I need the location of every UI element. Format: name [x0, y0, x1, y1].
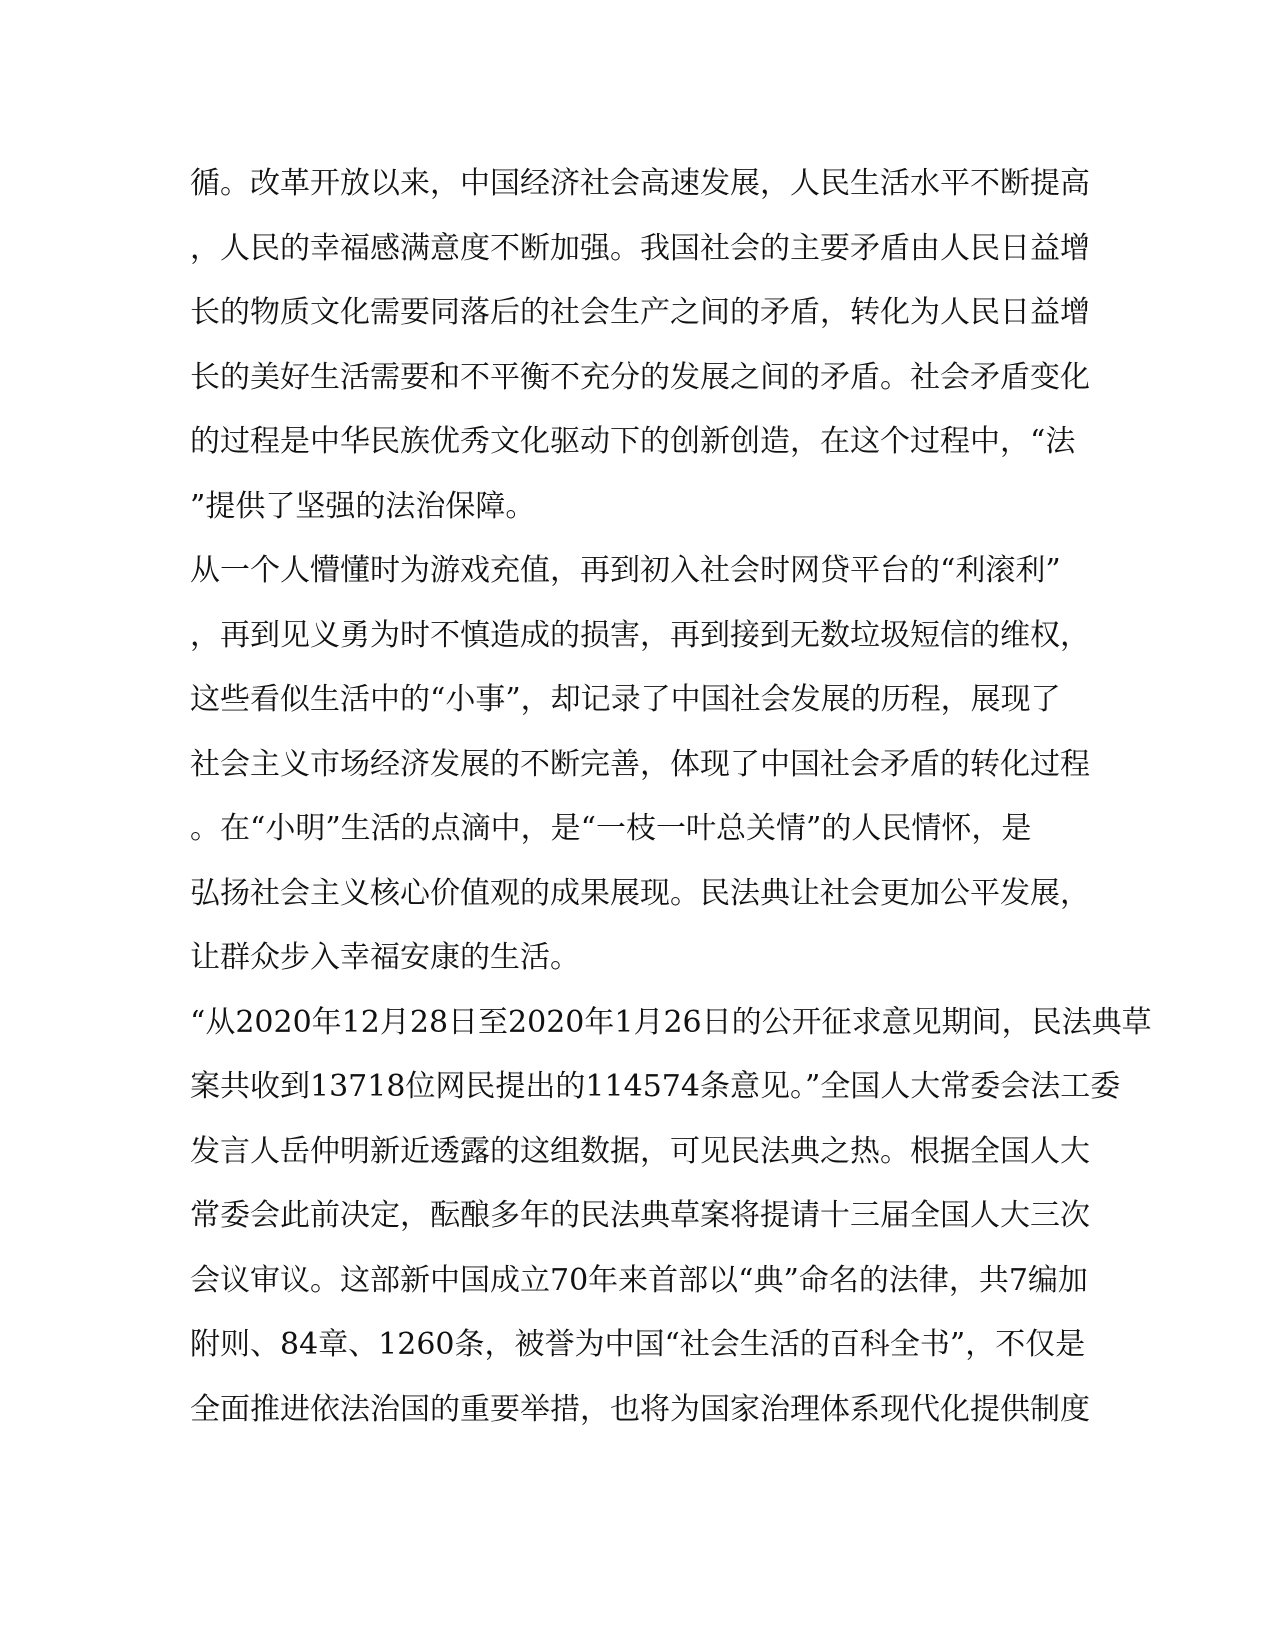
text-line-1: 循。改革开放以来，中国经济社会高速发展，人民生活水平不断提高: [190, 166, 1090, 201]
text-line-11: 。在“小明”生活的点滴中，是“一枝一叶总关情”的人民情怀，是: [190, 811, 1032, 846]
text-line-18: 会议审议。这部新中国成立70年来首部以“典”命名的法律，共7编加: [190, 1262, 1088, 1298]
text-line-13: 让群众步入幸福安康的生活。: [190, 940, 580, 975]
text-line-2: ，人民的幸福感满意度不断加强。我国社会的主要矛盾由人民日益增: [190, 230, 1090, 266]
text-line-8: ，再到见义勇为时不慎造成的损害，再到接到无数垃圾短信的维权，: [190, 617, 1090, 653]
text-line-10: 社会主义市场经济发展的不断完善，体现了中国社会矛盾的转化过程: [190, 746, 1090, 782]
text-line-4: 长的美好生活需要和不平衡不充分的发展之间的矛盾。社会矛盾变化: [190, 359, 1090, 395]
text-line-7: 从一个人懵懂时为游戏充值，再到初入社会时网贷平台的“利滚利”: [190, 553, 1061, 588]
text-line-20: 全面推进依法治国的重要举措，也将为国家治理体系现代化提供制度: [190, 1391, 1090, 1427]
text-line-16: 发言人岳仲明新近透露的这组数据，可见民法典之热。根据全国人大: [190, 1133, 1090, 1169]
text-line-12: 弘扬社会主义核心价值观的成果展现。民法典让社会更加公平发展，: [190, 875, 1090, 911]
text-line-17: 常委会此前决定，酝酿多年的民法典草案将提请十三届全国人大三次: [190, 1198, 1090, 1233]
text-line-6: ”提供了坚强的法治保障。: [190, 488, 536, 524]
text-line-5: 的过程是中华民族优秀文化驱动下的创新创造，在这个过程中，“法: [190, 424, 1076, 459]
text-line-15: 案共收到13718位网民提出的114574条意见。”全国人大常委会法工委: [190, 1069, 1121, 1104]
text-line-3: 长的物质文化需要同落后的社会生产之间的矛盾，转化为人民日益增: [190, 295, 1090, 330]
text-line-14: “从2020年12月28日至2020年1月26日的公开征求意见期间，民法典草: [190, 1004, 1152, 1040]
body-text: [190, 152, 1152, 1442]
text-line-19: 附则、84章、1260条，被誉为中国“社会生活的百科全书”，不仅是: [190, 1327, 1086, 1362]
text-line-9: 这些看似生活中的“小事”，却记录了中国社会发展的历程，展现了: [190, 682, 1061, 717]
